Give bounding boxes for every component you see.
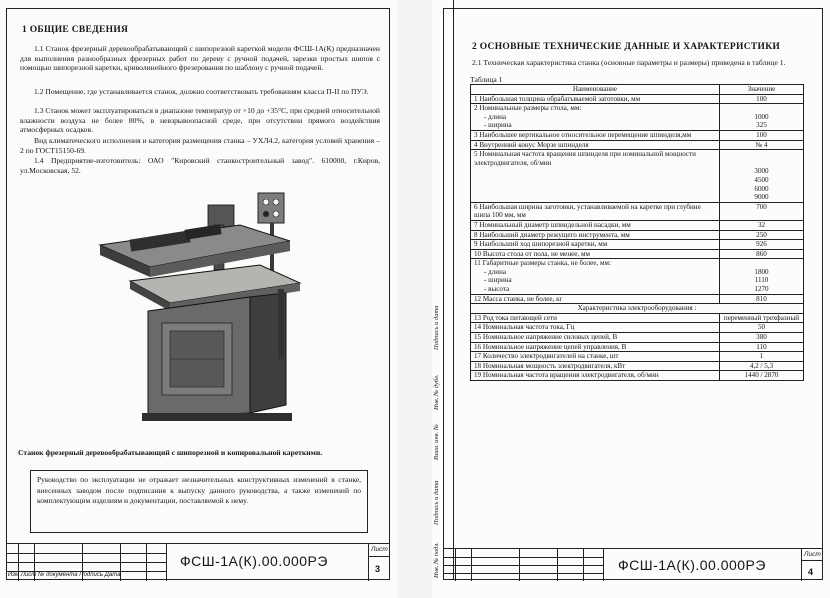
side-label-signature-date: Подпись и дата	[433, 305, 440, 350]
side-label-replace-inventory: Взам. инв. №	[433, 424, 440, 460]
parameter-name-cell	[471, 323, 720, 333]
table-row	[471, 361, 804, 371]
figure-caption: Станок фрезерный деревообрабатывающий с шипорезной и копировальной кареткими.	[18, 448, 323, 457]
parameter-name: 14 Номинальная частота тока, Гц	[474, 323, 575, 332]
parameter-value-cell	[720, 323, 804, 333]
table-row	[471, 333, 804, 343]
parameter-value: 9000	[754, 193, 769, 202]
parameter-value: 32	[757, 220, 766, 229]
parameter-name: 6 Наибольшая ширина заготовки, устанавливаемой на каретке при глубине шипа 100 мм, мм	[474, 202, 701, 220]
side-label-original-inventory: Инв. № подл.	[433, 542, 440, 578]
paragraph-1-2: 1.2 Помещение, где устанавливается станок, должно соответствовать требованиям класса П-II по ПУЭ.	[34, 87, 369, 96]
column-header-name: Наименование	[471, 85, 720, 95]
stamp-footer-labels: Изм Лист № документа Подпись Дата	[8, 572, 121, 578]
parameter-sub-item: - высота	[484, 285, 510, 294]
section-2-intro: 2.1 Техническая характеристика станка (основные параметры и размеры) приведена в таблице 1.	[472, 58, 786, 67]
electrical-section-heading: Характеристика электрооборудования :	[471, 304, 804, 314]
parameter-name-cell	[471, 130, 720, 140]
parameter-value: 810	[756, 294, 767, 303]
parameter-value-cell	[720, 313, 804, 323]
parameter-name-cell	[471, 104, 720, 131]
column-header-value: Значение	[720, 85, 804, 95]
page-gutter	[398, 0, 432, 598]
parameter-value: 4,2 / 5,3	[749, 361, 774, 370]
parameter-value: 1000	[754, 112, 769, 121]
paragraph-1-1: 1.1 Станок фрезерный деревообрабатывающий с шипорезной кареткой модели ФСШ-1А(К) предназначен для выполнения разнообразных фрезерных работ по дереву с ручной подачей, зарезки простых шипов с помощью шипорезной каретки, криволинейного фрезерования по шаблону с ручной подачей.	[20, 44, 380, 73]
table-row	[471, 259, 804, 294]
parameter-name-cell	[471, 313, 720, 323]
parameter-name-cell	[471, 361, 720, 371]
parameter-name: 13 Род тока питающей сети	[474, 313, 557, 322]
right-page	[432, 0, 830, 598]
parameter-name-cell	[471, 150, 720, 203]
table-row	[471, 294, 804, 304]
table-row	[471, 150, 804, 203]
parameter-sub-item: - длина	[484, 267, 507, 276]
parameter-name-cell	[471, 333, 720, 343]
sheet-number: 3	[375, 564, 381, 574]
parameter-name: 16 Номинальное напряжение цепей управления, В	[474, 342, 627, 351]
document-number: ФСШ-1А(К).00.000РЭ	[180, 553, 328, 569]
table-header-row	[471, 85, 804, 95]
parameter-value: 100	[756, 94, 767, 103]
parameter-value-cell	[720, 202, 804, 220]
parameter-value: 700	[756, 202, 767, 211]
section-1-heading: 1 ОБЩИЕ СВЕДЕНИЯ	[22, 25, 129, 35]
parameter-name-cell	[471, 342, 720, 352]
parameter-name: 18 Номинальная мощность электродвигателя, кВт	[474, 361, 626, 370]
parameter-name-cell	[471, 140, 720, 150]
parameter-value: переменный трехфазный	[723, 313, 800, 322]
parameter-name: 2 Номинальные размеры стола, мм:	[474, 104, 582, 113]
parameter-name: 10 Высота стола от пола, не менее, мм	[474, 249, 590, 258]
table-row	[471, 313, 804, 323]
table-row	[471, 220, 804, 230]
side-label-dup-inventory: Инв. № дубл.	[433, 374, 440, 410]
title-block	[443, 548, 823, 580]
parameter-value-cell	[720, 240, 804, 250]
parameter-name: 17 Количество электродвигателей на станке, шт	[474, 352, 619, 361]
parameter-name: 11 Габаритные размеры станка, не более, мм:	[474, 259, 611, 268]
paragraph-climate: Вид климатического исполнения и категория размещения станка – УХЛ4.2, категория условий хранения – 2 по ГОСТ15150-69.	[20, 136, 380, 155]
paragraph-1-3: 1.3 Станок может эксплуатироваться в диапазоне температур от +10 до +35°С, при средней относительной влажности воздуха не более 80%, в невзрывоопасной среде, при отсутствии прямого воздействия атмосферных осадков.	[20, 106, 380, 135]
parameter-value-cell	[720, 259, 804, 294]
parameter-value: 100	[756, 130, 767, 139]
side-label-signature-date-2: Подпись и дата	[433, 480, 440, 525]
parameter-name: 1 Наибольшая толщина обрабатываемой заготовки, мм	[474, 94, 641, 103]
parameter-value: 110	[756, 342, 767, 351]
parameter-value-cell	[720, 150, 804, 203]
parameter-name: 7 Номинальный диаметр шпиндельной насадки, мм	[474, 220, 631, 229]
revision-note: Руководство по эксплуатации не отражает незначительных конструктивных изменений в станке, внесенных заводом после подписания к выпуску данного руководства, а также изменений по комплектующим изделиям и документации, поставляемой к нему.	[30, 470, 368, 533]
parameter-sub-item: - ширина	[484, 121, 512, 130]
sheet-label: Лист	[804, 551, 821, 558]
parameter-value: 1110	[754, 276, 769, 285]
parameter-name: 15 Номинальное напряжение силовых цепей, В	[474, 333, 618, 342]
parameter-value-cell	[720, 140, 804, 150]
parameter-name: 9 Наибольший ход шипорезной каретки, мм	[474, 240, 608, 249]
parameter-name-cell	[471, 249, 720, 259]
title-block	[6, 543, 390, 580]
parameter-value: 3000	[754, 167, 769, 176]
table-title: Таблица 1	[470, 75, 503, 84]
parameter-sub-item: - ширина	[484, 276, 512, 285]
parameter-name: 3 Наибольшее вертикальное относительное перемещение шпинделя,мм	[474, 130, 692, 139]
document-number: ФСШ-1А(К).00.000РЭ	[618, 557, 766, 573]
parameter-name: 4 Внутренний конус Морзе шпинделя	[474, 140, 589, 149]
table-row	[471, 249, 804, 259]
table-row	[471, 352, 804, 362]
section-2-heading: 2 ОСНОВНЫЕ ТЕХНИЧЕСКИЕ ДАННЫЕ И ХАРАКТЕРИСТИКИ	[472, 42, 781, 52]
parameter-value-cell	[720, 104, 804, 131]
parameter-value: № 4	[755, 140, 768, 149]
table-row	[471, 104, 804, 131]
table-row	[471, 371, 804, 381]
parameter-value: 1440 / 2870	[744, 371, 779, 380]
parameter-value: 380	[756, 333, 767, 342]
parameter-value: 50	[757, 323, 766, 332]
table-row	[471, 323, 804, 333]
machine-illustration	[90, 185, 305, 425]
parameter-name-cell	[471, 240, 720, 250]
parameter-name-cell	[471, 220, 720, 230]
parameter-value-cell	[720, 352, 804, 362]
parameter-name-cell	[471, 94, 720, 104]
parameter-value: 926	[756, 240, 767, 249]
parameter-value-cell	[720, 130, 804, 140]
parameter-value-cell	[720, 294, 804, 304]
parameter-value-cell	[720, 249, 804, 259]
table-row	[471, 202, 804, 220]
parameter-name-cell	[471, 352, 720, 362]
parameter-value-cell	[720, 230, 804, 240]
parameter-value: 1800	[754, 267, 769, 276]
parameter-name-cell	[471, 294, 720, 304]
sheet-number: 4	[808, 567, 814, 577]
parameter-value: 1	[759, 352, 764, 361]
parameter-name-cell	[471, 371, 720, 381]
parameter-name: 8 Наибольший диаметр режущего инструмента, мм	[474, 230, 630, 239]
parameter-value-cell	[720, 220, 804, 230]
parameter-name: 5 Номинальная частота вращения шпинделя при номинальной мощности электродвигателя, об/мин	[474, 150, 696, 167]
parameter-value-cell	[720, 94, 804, 104]
table-row	[471, 94, 804, 104]
parameter-value-cell	[720, 333, 804, 343]
table-row	[471, 342, 804, 352]
table-row	[471, 140, 804, 150]
paragraph-1-4: 1.4 Предприятие-изготовитель: ОАО "Кировский станкостроительный завод". 610000, г.Киров, ул.Московская, 52.	[20, 156, 380, 175]
left-page	[0, 0, 398, 598]
parameter-sub-item: - длина	[484, 112, 507, 121]
parameter-name: 19 Номинальная частота вращения электродвигателя, об/мин	[474, 371, 659, 380]
parameter-value: 6000	[754, 184, 769, 193]
parameter-value: 1270	[754, 285, 769, 294]
parameter-value-cell	[720, 361, 804, 371]
specifications-table	[470, 84, 804, 381]
parameter-value-cell	[720, 371, 804, 381]
parameter-name-cell	[471, 202, 720, 220]
parameter-name-cell	[471, 259, 720, 294]
parameter-name: 12 Масса станка, не более, кг	[474, 294, 563, 303]
table-row	[471, 130, 804, 140]
table-row	[471, 240, 804, 250]
parameter-value: 250	[756, 230, 767, 239]
parameter-value-cell	[720, 342, 804, 352]
parameter-value: 325	[756, 121, 767, 130]
sheet-label: Лист	[371, 546, 388, 553]
parameter-value: 4500	[754, 175, 769, 184]
table-row	[471, 230, 804, 240]
parameter-name-cell	[471, 230, 720, 240]
table-section-row	[471, 304, 804, 314]
parameter-value: 860	[756, 249, 767, 258]
